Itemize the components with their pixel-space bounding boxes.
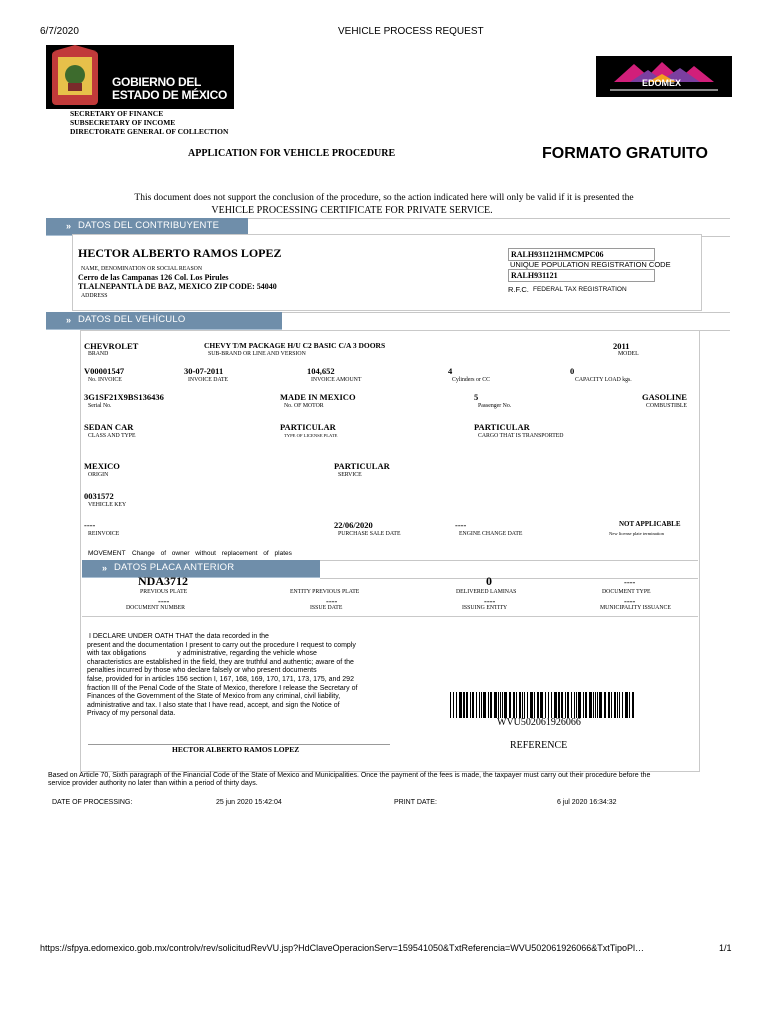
barcode-bar [589,692,592,718]
purchase-date-value: 22/06/2020 [334,520,373,530]
capacity-value: 0 [570,366,575,376]
edomex-logo [596,56,732,97]
invoice-date-label: INVOICE DATE [188,377,229,383]
barcode-bar [595,692,596,718]
section-title-taxpayer: DATOS DEL CONTRIBUYENTE [78,220,220,231]
vehicle-key-label: VEHICLE KEY [88,502,127,508]
taxpayer-name: HECTOR ALBERTO RAMOS LOPEZ [78,246,282,260]
barcode-bar [483,692,486,718]
barcode-bar [583,692,584,718]
subbrand-value: CHEVY T/M PACKAGE H/U C2 BASIC C/A 3 DOORS [204,341,386,350]
curp-value: RALH931121HMCMPC06 [511,250,604,259]
barcode-bar [472,692,474,718]
movement-value: Change of owner without replacement of plates [132,550,292,557]
doc-type-label: DOCUMENT TYPE [602,589,651,595]
brand-value: CHEVROLET [84,341,139,351]
barcode-bar [537,692,539,718]
legal-note-line-1: Based on Article 70, Sixth paragraph of the Financial Code of the State of Mexico and Municipalities. Once the payment of the fees is made, the taxpayer must carry out their procedure before the [48,772,651,779]
edomex-mountains-icon [596,56,732,97]
barcode-bar [574,692,575,718]
barcode-bar [629,692,630,718]
section-title-previous-plate: DATOS PLACA ANTERIOR [114,562,235,573]
class-label: CLASS AND TYPE [88,433,136,439]
model-label: MODEL [618,351,639,357]
rfc-prefix: R.F.C. [508,285,529,294]
barcode-bar [463,692,465,718]
motor-label: No. OF MOTOR [284,403,324,409]
print-date-label: PRINT DATE: [394,799,437,806]
barcode-bar [524,692,525,718]
movement-label: MOVEMENT [88,550,126,557]
logo-text-line1: GOBIERNO DEL [112,75,202,89]
barcode-bar [617,692,618,718]
print-date: 6/7/2020 [40,26,79,37]
print-date-value: 6 jul 2020 16:34:32 [557,799,617,806]
model-value: 2011 [613,341,630,351]
fuel-label: COMBUSTIBLE [646,403,687,409]
serial-label: Serial No. [88,403,112,409]
section-band-vehicle [46,312,282,330]
service-label: SERVICE [338,472,362,478]
barcode-bar [481,692,482,718]
passengers-label: Passenger No. [478,403,512,409]
address-line-2: TLALNEPANTLA DE BAZ, MEXICO ZIP CODE: 54040 [78,282,277,291]
barcode-bar [611,692,612,718]
barcode-bar [479,692,480,718]
cargo-label: CARGO THAT IS TRANSPORTED [478,433,564,439]
subbrand-label: SUB-BRAND OR LINE AND VERSION [208,351,306,357]
declaration-line: present and the documentation I present to carry out the procedure I request to comply [87,641,356,649]
serial-value: 3G1SF21X9BS136436 [84,392,164,402]
invoice-label: No. INVOICE [88,377,122,383]
entity-label: ENTITY PREVIOUS PLATE [290,589,360,595]
license-type-label: TYPE OF LICENSE PLATE [284,433,338,438]
agency-line-3: DIRECTORATE GENERAL OF COLLECTION [70,127,229,136]
barcode-bar [530,692,533,718]
free-format-title: FORMATO GRATUITO [542,145,708,162]
not-applicable-label: New license plate termination [609,531,664,536]
engine-change-label: ENGINE CHANGE DATE [459,531,523,537]
barcode-bar [548,692,549,718]
invoice-value: V00001547 [84,366,125,376]
barcode-bar [488,692,489,718]
declaration-line: characteristics are established in the field, they are truthful and authentic; aware of the [87,658,354,666]
barcode-bar [450,692,451,718]
barcode-bar [561,692,563,718]
cylinders-label: Cylinders or CC [452,377,491,383]
license-type-value: PARTICULAR [280,422,336,432]
reference-code: WVU502061926066 [497,717,581,728]
origin-label: ORIGIN [88,472,109,478]
fuel-value: GASOLINE [642,392,687,402]
barcode-bar [500,692,501,718]
barcode-bar [599,692,602,718]
address-line-1: Cerro de las Campanas 126 Col. Los Pirules [78,273,229,282]
brand-label: BRAND [88,351,109,357]
barcode-bar [625,692,628,718]
doc-number-value: ---- [158,596,170,606]
cargo-value: PARTICULAR [474,422,530,432]
engine-change-value: ---- [455,520,467,530]
declaration-line: administrative and tax. I also state that I have read, accept, and sign the Notice of [87,701,340,709]
barcode-bar [593,692,594,718]
declaration-line: with tax obligations y administrative, regarding the vehicle whose [87,650,317,658]
vehicle-key-value: 0031572 [84,491,114,501]
section-band-extension [282,312,730,331]
passengers-value: 5 [474,392,479,402]
barcode-bar [509,692,511,718]
invoice-amount-value: 104,652 [307,366,335,376]
barcode-bar [578,692,581,718]
declaration-line: Finances of the Government of the State of Mexico from any criminal, civil liability, [87,693,341,701]
rfc-label: FEDERAL TAX REGISTRATION [533,286,627,293]
not-applicable-value: NOT APPLICABLE [619,520,681,528]
barcode-bar [513,692,515,718]
laminas-label: DELIVERED LAMINAS [456,589,517,595]
issuing-entity-value: ---- [484,596,496,606]
invoice-date-value: 30-07-2011 [184,366,224,376]
barcode-bar [585,692,587,718]
barcode-bar [551,692,552,718]
barcode-bar [459,692,462,718]
declaration-line: penalties incurred by those who declare falsely or who present documents [87,667,317,675]
barcode-bar [545,692,546,718]
declaration-line: fraction III of the Penal Code of the State of Mexico, therefore I release the Secretary of [87,684,358,692]
print-title: VEHICLE PROCESS REQUEST [338,26,484,37]
barcode-bar [622,692,623,718]
barcode-bar [504,692,507,718]
taxpayer-name-label: NAME, DENOMINATION OR SOCIAL REASON [81,266,203,272]
doc-type-value: ---- [624,577,636,587]
origin-value: MEXICO [84,461,120,471]
barcode-bar [476,692,477,718]
doc-number-label: DOCUMENT NUMBER [126,605,185,611]
address-label: ADDRESS [81,293,108,299]
barcode-bar [554,692,557,718]
laminas-value: 0 [486,574,492,588]
issue-date-value: ---- [326,596,338,606]
legal-note-line-2: service provider authority no later than within a period of thirty days. [48,780,258,787]
curp-label: UNIQUE POPULATION REGISTRATION CODE [510,260,671,269]
service-value: PARTICULAR [334,461,390,471]
barcode-bar [494,692,497,718]
section-band-extension [320,560,698,579]
page-number: 1/1 [719,943,732,953]
cylinders-value: 4 [448,366,453,376]
page-url[interactable]: https://sfpya.edomexico.gob.mx/controlv/rev/solicitudRevVU.jsp?HdClaveOperacionServ=159541050&TxtReferencia=WVU502061926066&TxtTipoPl… [40,943,644,953]
application-title: APPLICATION FOR VEHICLE PROCEDURE [188,148,396,159]
invoice-amount-label: INVOICE AMOUNT [311,377,362,383]
processing-date-label: DATE OF PROCESSING: [52,799,133,806]
barcode-bar [540,692,543,718]
barcode-bar [466,692,468,718]
barcode-bar [453,692,454,718]
barcode-bar [558,692,560,718]
notice-line-1: This document does not support the conclusion of the procedure, so the action indicated here will only be valid if it is presented the [134,193,634,203]
rfc-value: RALH931121 [511,271,558,280]
barcode-bar [534,692,535,718]
barcode-bar [604,692,606,718]
barcode-bar [456,692,457,718]
barcode-bar [614,692,616,718]
chevron-right-icon: » [66,315,72,325]
edomex-text: EDOMEX [642,78,682,88]
barcode-bar [619,692,620,718]
municipality-value: ---- [624,596,636,606]
issuing-entity-label: ISSUING ENTITY [462,605,508,611]
capacity-label: CAPACITY LOAD kgs. [575,377,632,383]
agency-line-2: SUBSECRETARY OF INCOME [70,118,176,127]
section-title-vehicle: DATOS DEL VEHÍCULO [78,314,186,325]
divider [82,616,698,617]
reinvoice-label: REINVOICE [88,531,120,537]
agency-block [70,109,228,136]
municipality-label: MUNICIPALITY ISSUANCE [600,605,671,611]
barcode-bar [519,692,521,718]
barcode-bar [470,692,471,718]
chevron-right-icon: » [66,221,72,231]
barcode-bar [571,692,572,718]
barcode-bar [608,692,610,718]
barcode-bar [567,692,569,718]
previous-plate-value: NDA3712 [138,574,188,588]
logo-text-line2: ESTADO DE MÉXICO [112,88,227,102]
class-value: SEDAN CAR [84,422,134,432]
notice-line-2: VEHICLE PROCESSING CERTIFICATE FOR PRIVATE SERVICE. [211,205,493,216]
declaration-text [87,633,357,719]
rfc-box [508,269,655,282]
barcode-bar [516,692,517,718]
barcode-bar [632,692,634,718]
barcode-bar [576,692,577,718]
agency-line-1: SECRETARY OF FINANCE [70,109,164,118]
chevron-right-icon: » [102,563,108,573]
purchase-date-label: PURCHASE SALE DATE [338,531,401,537]
government-logo [46,45,234,109]
motor-value: MADE IN MEXICO [280,392,356,402]
barcode [450,692,636,718]
barcode-bar [565,692,566,718]
declaration-line: I DECLARE UNDER OATH THAT the data recorded in the [87,633,269,640]
issue-date-label: ISSUE DATE [310,605,343,611]
previous-plate-label: PREVIOUS PLATE [140,589,188,595]
section-band-previous-plate [82,560,320,578]
barcode-bar [490,692,492,718]
declaration-line: false, provided for in articles 156 section I, 167, 168, 169, 170, 171, 173, 175, and 292 [87,675,354,683]
barcode-bar [597,692,598,718]
declaration-line: Privacy of my personal data. [87,710,176,718]
barcode-bar [498,692,499,718]
barcode-bar [502,692,503,718]
state-seal-icon [46,45,106,109]
barcode-bar [527,692,528,718]
reinvoice-value: ---- [84,520,96,530]
processing-date-value: 25 jun 2020 15:42:04 [216,799,282,806]
signer-name: HECTOR ALBERTO RAMOS LOPEZ [172,745,300,754]
barcode-bar [522,692,523,718]
reference-label: REFERENCE [510,740,568,751]
